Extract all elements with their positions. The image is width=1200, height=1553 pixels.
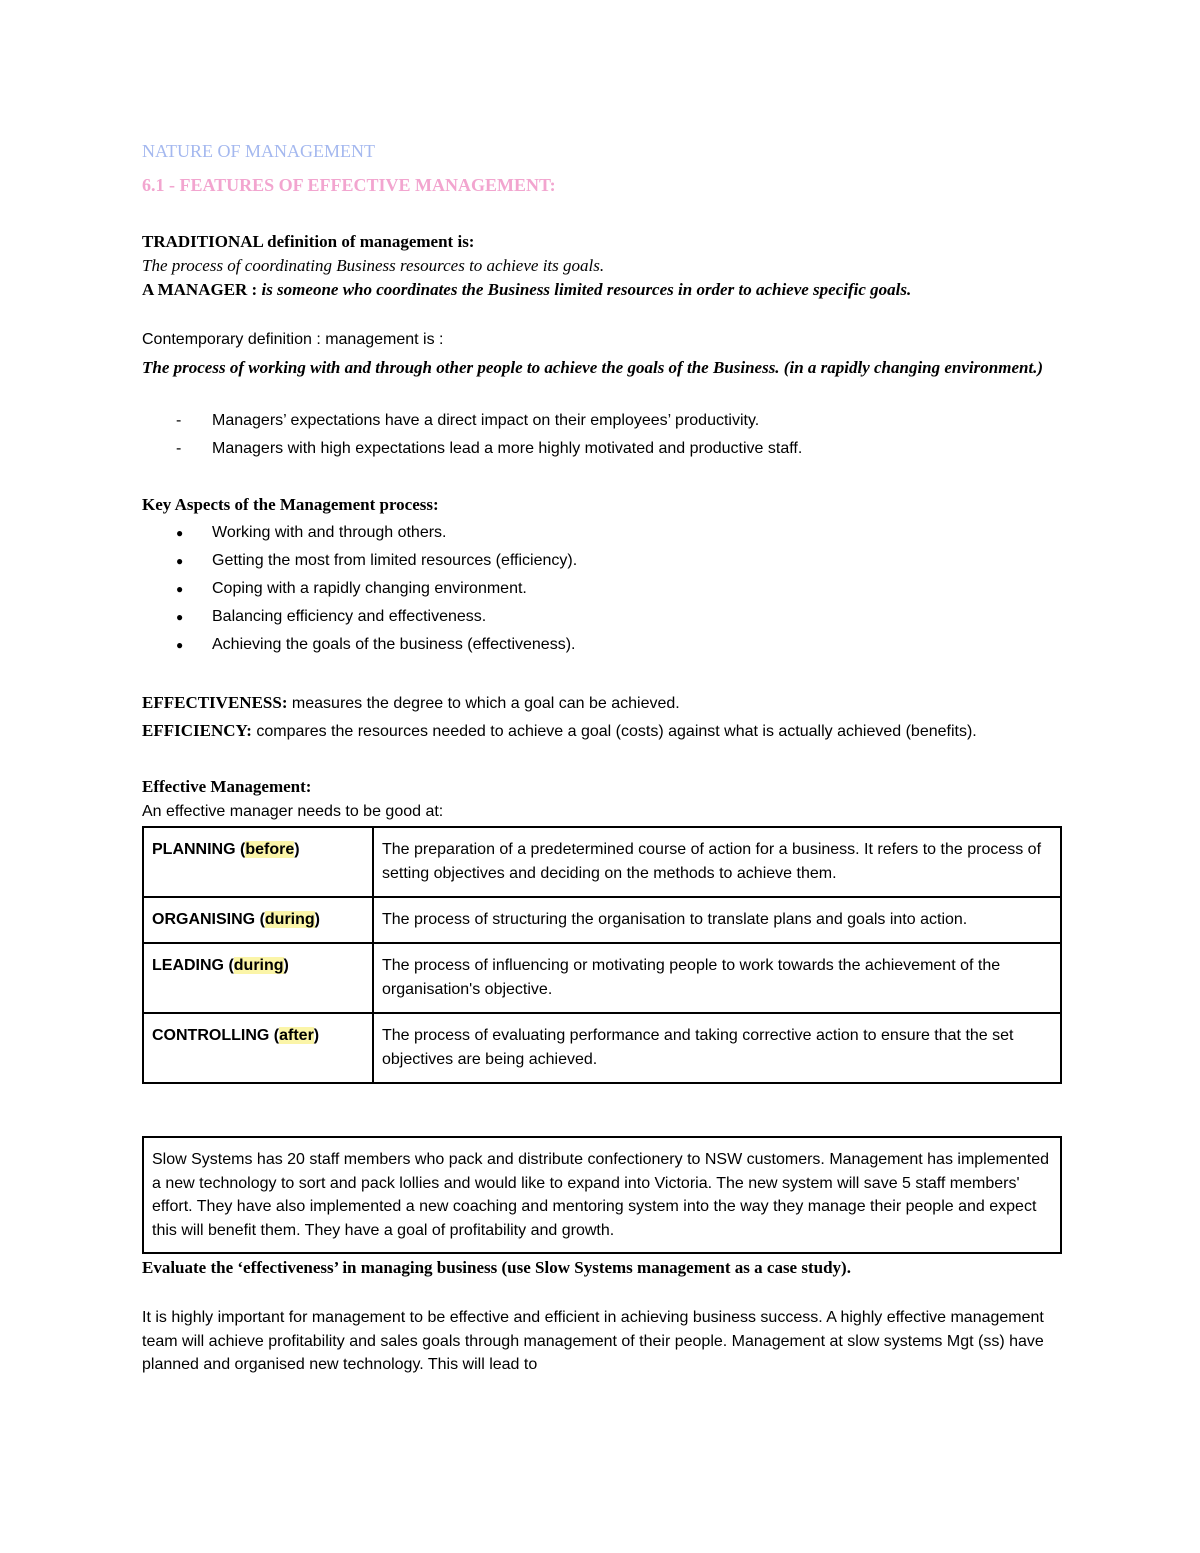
table-row — [143, 1013, 1061, 1083]
effective-management-title: Effective Management: — [142, 777, 312, 796]
management-functions-table — [142, 826, 1062, 1084]
key-aspects-title: Key Aspects of the Management process: — [142, 495, 439, 514]
list-item: ● Achieving the goals of the business (effectiveness). — [142, 631, 1062, 659]
section-heading: 6.1 - FEATURES OF EFFECTIVE MANAGEMENT: — [142, 175, 556, 195]
traditional-definition: The process of coordinating Business resources to achieve its goals. — [142, 256, 605, 275]
page-heading: NATURE OF MANAGEMENT — [142, 141, 375, 161]
function-term: ORGANISING (during) — [143, 897, 373, 943]
table-row — [143, 943, 1061, 1013]
table-row — [143, 897, 1061, 943]
timing-highlight: before — [245, 841, 295, 858]
function-term: PLANNING (before) — [143, 827, 373, 897]
effectiveness-definition: EFFECTIVENESS: measures the degree to which a goal can be achieved. — [142, 693, 680, 712]
list-item: - Managers’ expectations have a direct impact on their employees’ productivity. — [142, 407, 1062, 435]
case-study-box: Slow Systems has 20 staff members who pack and distribute confectionery to NSW customers. Management has implemented a new technology to sort and pack lollies and would like to expand into Victoria. The new system will save 5 staff members' effort. They have also implemented a new coaching and mentoring system into the way they manage their people and expect this will benefit them. They have a goal of profitability and growth. — [142, 1136, 1062, 1254]
list-item: ● Balancing efficiency and effectiveness. — [142, 603, 1062, 631]
function-term: LEADING (during) — [143, 943, 373, 1013]
contemporary-label: Contemporary definition : management is : — [142, 331, 444, 348]
function-description: The process of evaluating performance and taking corrective action to ensure that the set objectives are being achieved. — [373, 1013, 1061, 1083]
timing-highlight: during — [233, 957, 284, 974]
function-description: The preparation of a predetermined course of action for a business. It refers to the process of setting objectives and deciding on the methods to achieve them. — [373, 827, 1061, 897]
document-page — [142, 138, 1062, 1377]
list-item: ● Getting the most from limited resources (efficiency). — [142, 547, 1062, 575]
expectations-list — [142, 407, 1062, 463]
evaluate-question: Evaluate the ‘effectiveness’ in managing business (use Slow Systems management as a case study). — [142, 1258, 851, 1277]
efficiency-definition: EFFICIENCY: compares the resources needed to achieve a goal (costs) against what is actually achieved (benefits). — [142, 721, 977, 740]
key-aspects-list — [142, 519, 1062, 659]
manager-definition: A MANAGER : is someone who coordinates the Business limited resources in order to achieve specific goals. — [142, 280, 912, 299]
list-item: ● Coping with a rapidly changing environment. — [142, 575, 1062, 603]
traditional-label: TRADITIONAL definition of management is: — [142, 232, 475, 251]
timing-highlight: during — [264, 911, 315, 928]
function-description: The process of influencing or motivating people to work towards the achievement of the organisation's objective. — [373, 943, 1061, 1013]
effective-management-intro: An effective manager needs to be good at: — [142, 803, 444, 820]
function-description: The process of structuring the organisation to translate plans and goals into action. — [373, 897, 1061, 943]
timing-highlight: after — [279, 1027, 314, 1044]
list-item: ● Working with and through others. — [142, 519, 1062, 547]
function-term: CONTROLLING (after) — [143, 1013, 373, 1083]
table-row — [143, 827, 1061, 897]
answer-paragraph: It is highly important for management to be effective and efficient in achieving business success. A highly effective management team will achieve profitability and sales goals through management of their people. Management at slow systems Mgt (ss) have planned and organised new technology. This will lead to — [142, 1309, 1044, 1373]
contemporary-definition: The process of working with and through other people to achieve the goals of the Business. (in a rapidly changing environment.) — [142, 358, 1044, 377]
list-item: - Managers with high expectations lead a more highly motivated and productive staff. — [142, 435, 1062, 463]
